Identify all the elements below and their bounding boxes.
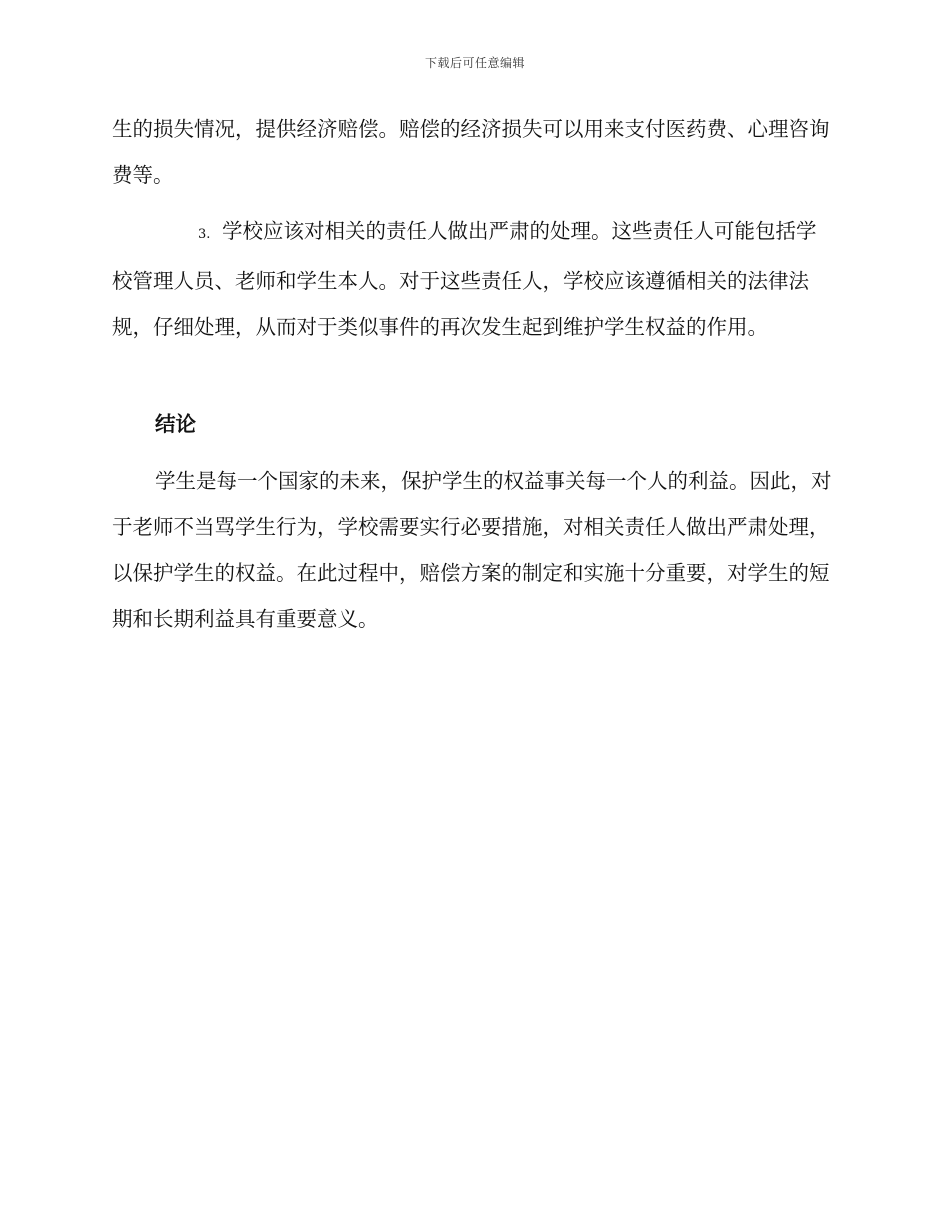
conclusion-text: 学生是每一个国家的未来，保护学生的权益事关每一个人的利益。因此，对于老师不当骂学生行为，学校需要实行必要措施，对相关责任人做出严肃处理，以保护学生的权益。在此过程中，赔偿方案的制定和实施十分重要，对学生的短期和长期利益具有重要意义。 bbox=[112, 469, 832, 631]
section-heading: 结论 bbox=[155, 412, 196, 436]
item-text: 学校应该对相关的责任人做出严肃的处理。这些责任人可能包括学校管理人员、老师和学生本人。对于这些责任人，学校应该遵循相关的法律法规，仔细处理，从而对于类似事件的再次发生起到维护学生权益的作用。 bbox=[112, 219, 817, 339]
item-number: 3. bbox=[198, 227, 211, 242]
numbered-item-paragraph bbox=[112, 208, 834, 350]
numbered-item-3 bbox=[112, 208, 834, 350]
paragraph-text: 生的损失情况，提供经济赔偿。赔偿的经济损失可以用来支付医药费、心理咨询费等。 bbox=[112, 117, 830, 187]
page-header: 下载后可任意编辑 bbox=[424, 56, 525, 70]
paragraph-continuation bbox=[112, 106, 834, 198]
conclusion-paragraph bbox=[112, 458, 834, 642]
